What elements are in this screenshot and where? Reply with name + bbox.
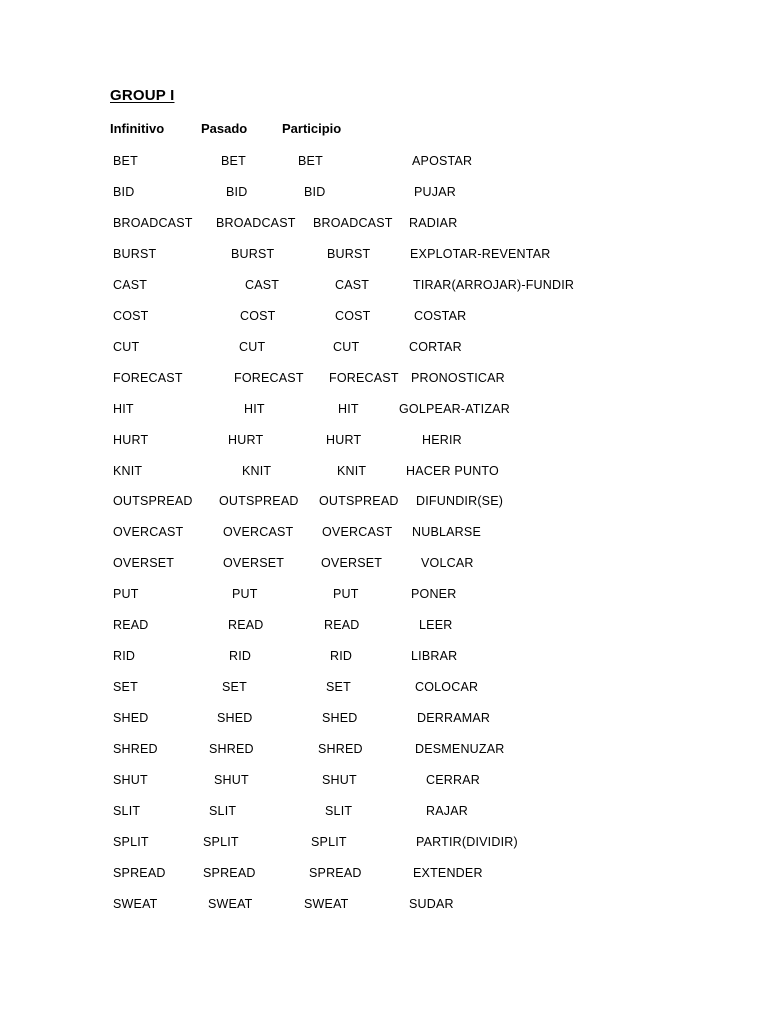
- verb-translation: COLOCAR: [415, 680, 479, 695]
- verb-row: [0, 402, 768, 422]
- verb-translation: DIFUNDIR(SE): [416, 494, 504, 509]
- verb-participle: SHED: [322, 711, 358, 726]
- verb-translation: CORTAR: [409, 339, 462, 354]
- verb-participle: SHRED: [318, 742, 363, 757]
- verb-row: [0, 278, 768, 298]
- verb-past: OUTSPREAD: [219, 494, 299, 509]
- verb-past: SHED: [217, 711, 253, 726]
- verb-participle: SET: [326, 680, 351, 695]
- verb-infinitive: SWEAT: [113, 896, 158, 911]
- verb-translation: RAJAR: [426, 803, 468, 818]
- verb-infinitive: FORECAST: [113, 370, 183, 385]
- verb-infinitive: BET: [113, 154, 138, 168]
- verb-past: SWEAT: [208, 896, 253, 911]
- verb-past: RID: [229, 649, 252, 664]
- verb-infinitive: SPLIT: [113, 834, 149, 849]
- verb-participle: BURST: [327, 246, 371, 261]
- verb-past: HURT: [228, 432, 264, 447]
- verb-infinitive: SPREAD: [113, 865, 166, 880]
- verb-infinitive: RID: [113, 649, 136, 664]
- verb-translation: PONER: [411, 587, 457, 602]
- verb-row: [0, 464, 768, 484]
- verb-participle: COST: [335, 308, 371, 323]
- verb-past: SHUT: [214, 773, 249, 787]
- verb-row: [0, 618, 768, 638]
- verb-participle: SHUT: [322, 773, 357, 787]
- header-past: Pasado: [201, 121, 248, 136]
- verb-participle: CUT: [333, 339, 360, 354]
- verb-translation: LEER: [419, 618, 453, 633]
- verb-past: SLIT: [209, 803, 237, 818]
- verb-participle: RID: [330, 649, 353, 664]
- verb-row: [0, 216, 768, 236]
- verb-past: SPLIT: [203, 834, 239, 849]
- verb-row: [0, 340, 768, 360]
- verb-translation: HACER PUNTO: [406, 463, 499, 478]
- verb-past: SHRED: [209, 742, 254, 757]
- verb-translation: PRONOSTICAR: [411, 370, 505, 385]
- verb-row: [0, 525, 768, 545]
- verb-infinitive: HURT: [113, 432, 149, 447]
- verb-past: COST: [240, 308, 276, 323]
- verb-past: OVERSET: [223, 556, 285, 571]
- verb-past: CUT: [239, 339, 266, 354]
- verb-participle: OVERCAST: [322, 525, 393, 540]
- verb-infinitive: READ: [113, 618, 149, 633]
- verb-past: CAST: [245, 277, 280, 292]
- verb-row: [0, 494, 768, 514]
- verb-participle: HIT: [338, 401, 359, 416]
- verb-row: [0, 804, 768, 824]
- verb-past: SPREAD: [203, 865, 256, 880]
- verb-translation: NUBLARSE: [412, 525, 481, 540]
- verb-row: [0, 309, 768, 329]
- verb-past: BID: [226, 184, 248, 199]
- verb-translation: RADIAR: [409, 215, 458, 230]
- verb-participle: READ: [324, 618, 360, 633]
- verb-past: BROADCAST: [216, 215, 296, 230]
- verb-participle: SLIT: [325, 803, 353, 818]
- verb-infinitive: BROADCAST: [113, 215, 193, 230]
- verb-row: [0, 897, 768, 917]
- verb-participle: BET: [298, 154, 323, 168]
- verb-translation: EXTENDER: [413, 865, 483, 880]
- verb-translation: PARTIR(DIVIDIR): [416, 834, 518, 849]
- verb-participle: HURT: [326, 432, 362, 447]
- verb-participle: KNIT: [337, 463, 367, 478]
- page-title: GROUP I: [110, 87, 175, 104]
- verb-infinitive: OVERSET: [113, 556, 175, 571]
- verb-row: [0, 742, 768, 762]
- verb-translation: GOLPEAR-ATIZAR: [399, 401, 510, 416]
- verb-past: SET: [222, 680, 247, 695]
- verb-participle: OUTSPREAD: [319, 494, 399, 509]
- verb-translation: DESMENUZAR: [415, 742, 505, 757]
- verb-row: [0, 371, 768, 391]
- verb-infinitive: CAST: [113, 277, 148, 292]
- verb-translation: SUDAR: [409, 896, 454, 911]
- verb-translation: VOLCAR: [421, 556, 474, 571]
- verb-translation: LIBRAR: [411, 649, 458, 664]
- verb-past: BET: [221, 154, 246, 168]
- verb-infinitive: HIT: [113, 401, 134, 416]
- verb-past: PUT: [232, 587, 258, 602]
- verb-infinitive: BURST: [113, 246, 157, 261]
- verb-row: [0, 773, 768, 793]
- verb-infinitive: PUT: [113, 587, 139, 602]
- verb-infinitive: COST: [113, 308, 149, 323]
- verb-row: [0, 587, 768, 607]
- verb-translation: PUJAR: [414, 184, 456, 199]
- verb-participle: FORECAST: [329, 370, 399, 385]
- verb-row: [0, 433, 768, 453]
- verb-translation: TIRAR(ARROJAR)-FUNDIR: [413, 277, 575, 292]
- verb-infinitive: SLIT: [113, 803, 141, 818]
- verb-row: [0, 680, 768, 700]
- verb-infinitive: SET: [113, 680, 138, 695]
- verb-past: READ: [228, 618, 264, 633]
- verb-infinitive: SHED: [113, 711, 149, 726]
- verb-past: HIT: [244, 401, 265, 416]
- verb-participle: OVERSET: [321, 556, 383, 571]
- verb-row: [0, 711, 768, 731]
- verb-infinitive: CUT: [113, 339, 140, 354]
- verb-participle: SPLIT: [311, 834, 347, 849]
- verb-row: [0, 649, 768, 669]
- verb-row: [0, 185, 768, 205]
- verb-row: [0, 835, 768, 855]
- verb-row: [0, 154, 768, 174]
- verb-past: KNIT: [242, 463, 272, 478]
- verb-past: FORECAST: [234, 370, 304, 385]
- verb-row: [0, 247, 768, 267]
- verb-past: BURST: [231, 246, 275, 261]
- verb-participle: SWEAT: [304, 896, 349, 911]
- verb-translation: HERIR: [422, 432, 462, 447]
- verb-translation: EXPLOTAR-REVENTAR: [410, 246, 551, 261]
- verb-past: OVERCAST: [223, 525, 294, 540]
- verb-infinitive: KNIT: [113, 463, 143, 478]
- verb-translation: COSTAR: [414, 308, 467, 323]
- verb-translation: APOSTAR: [412, 154, 473, 168]
- verb-participle: PUT: [333, 587, 359, 602]
- verb-participle: BID: [304, 184, 326, 199]
- verb-translation: DERRAMAR: [417, 711, 491, 726]
- verb-row: [0, 866, 768, 886]
- verb-participle: SPREAD: [309, 865, 362, 880]
- verb-participle: CAST: [335, 277, 370, 292]
- verb-translation: CERRAR: [426, 773, 480, 787]
- verb-infinitive: SHRED: [113, 742, 158, 757]
- verb-infinitive: SHUT: [113, 773, 148, 787]
- verb-row: [0, 556, 768, 576]
- verb-infinitive: OUTSPREAD: [113, 494, 193, 509]
- verb-participle: BROADCAST: [313, 215, 393, 230]
- header-participle: Participio: [282, 121, 342, 136]
- header-infinitive: Infinitivo: [110, 121, 165, 136]
- verb-infinitive: BID: [113, 184, 135, 199]
- verb-infinitive: OVERCAST: [113, 525, 184, 540]
